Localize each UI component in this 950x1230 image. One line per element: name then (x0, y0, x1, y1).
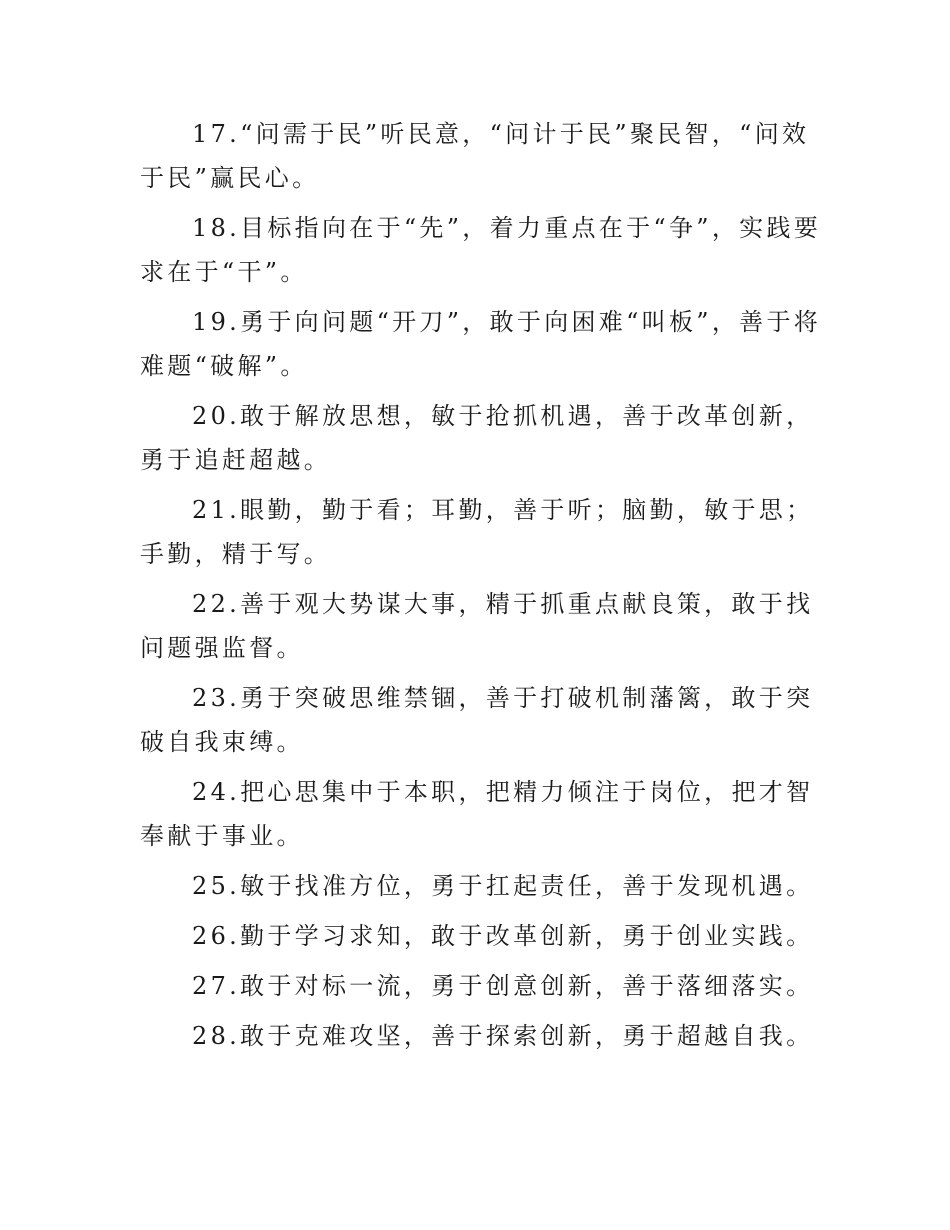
document-body (140, 112, 830, 1064)
list-item: 24.把心思集中于本职，把精力倾注于岗位，把才智奉献于事业。 (140, 778, 814, 850)
list-item: 18.目标指向在于“先”，着力重点在于“争”，实践要求在于“干”。 (140, 214, 822, 286)
list-item: 26.勤于学习求知，敢于改革创新，勇于创业实践。 (192, 922, 814, 950)
list-item: 20.敢于解放思想，敏于抢抓机遇，善于改革创新，勇于追赶超越。 (140, 402, 814, 474)
list-item: 21.眼勤，勤于看；耳勤，善于听；脑勤，敏于思；手勤，精于写。 (140, 496, 814, 568)
list-item: 17.“问需于民”听民意，“问计于民”聚民智，“问效于民”赢民心。 (140, 120, 810, 192)
list-item: 27.敢于对标一流，勇于创意创新，善于落细落实。 (192, 972, 814, 1000)
list-item: 22.善于观大势谋大事，精于抓重点献良策，敢于找问题强监督。 (140, 590, 814, 662)
list-item: 28.敢于克难攻坚，善于探索创新，勇于超越自我。 (192, 1022, 814, 1050)
list-item: 25.敏于找准方位，勇于扛起责任，善于发现机遇。 (192, 872, 814, 900)
list-item: 19.勇于向问题“开刀”，敢于向困难“叫板”，善于将难题“破解”。 (140, 308, 822, 380)
list-item: 23.勇于突破思维禁锢，善于打破机制藩篱，敢于突破自我束缚。 (140, 684, 814, 756)
